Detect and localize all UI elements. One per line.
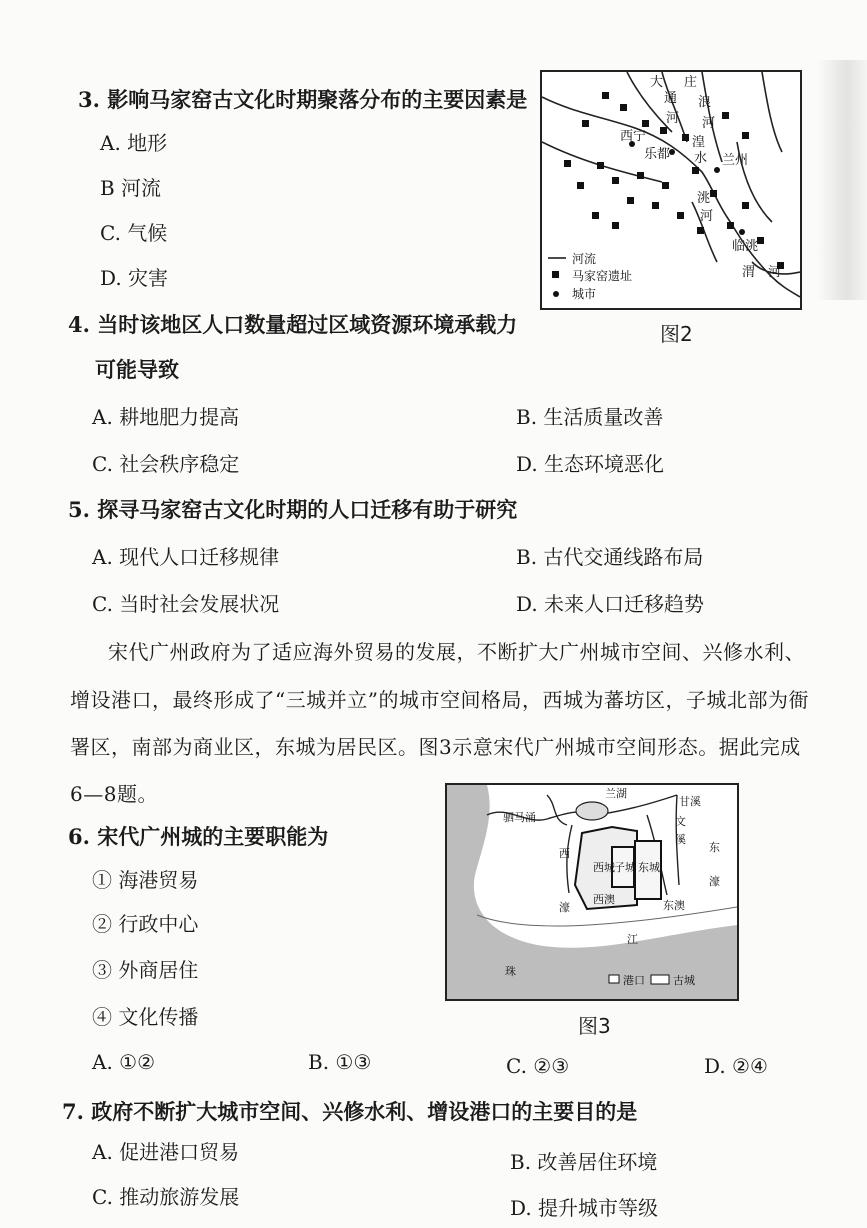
q5-option-d[interactable]: D. 未来人口迁移趋势 <box>516 592 705 616</box>
passage-line-1: 宋代广州政府为了适应海外贸易的发展，不断扩大广州城市空间、兴修水利、 <box>108 640 805 664</box>
map-legend <box>548 251 632 301</box>
legend-river: 河流 <box>572 252 597 266</box>
legend-city: 城市 <box>572 287 597 301</box>
q6-item-3: ③ 外商居住 <box>92 958 199 982</box>
figure-2-map <box>540 70 802 310</box>
q7-option-b[interactable]: B. 改善居住环境 <box>510 1150 658 1174</box>
figure-3-map <box>445 783 739 1001</box>
label-xicheng: 西城 <box>593 861 615 874</box>
passage-line-4: 6—8题。 <box>70 782 158 806</box>
label-wen: 文 <box>675 815 686 828</box>
label-jiang: 江 <box>627 933 638 946</box>
q5-stem: 5. 探寻马家窑古文化时期的人口迁移有助于研究 <box>68 497 518 522</box>
label-west: 西 <box>559 847 570 860</box>
q6-option-d[interactable]: D. ②④ <box>704 1054 768 1078</box>
label-hao-west: 濠 <box>559 901 570 914</box>
q4-option-b[interactable]: B. 生活质量改善 <box>516 405 664 429</box>
q5-option-c[interactable]: C. 当时社会发展状况 <box>92 592 280 616</box>
label-river-2: 庄 <box>684 75 698 90</box>
q3-option-d[interactable]: D. 灾害 <box>100 266 169 290</box>
q3-option-a[interactable]: A. 地形 <box>100 131 168 155</box>
q6-stem: 6. 宋代广州城的主要职能为 <box>68 824 329 849</box>
q3-stem: 3. 影响马家窑古文化时期聚落分布的主要因素是 <box>78 87 528 112</box>
q6-option-b[interactable]: B. ①③ <box>308 1050 372 1074</box>
q4-option-c[interactable]: C. 社会秩序稳定 <box>92 452 240 476</box>
label-xi: 溪 <box>675 833 686 846</box>
legend-site: 马家窑遗址 <box>572 269 633 283</box>
label-river-1: 大 <box>650 75 664 90</box>
label-simachong: 驷马涌 <box>503 811 536 824</box>
scan-shadow <box>817 60 867 300</box>
q6-item-4: ④ 文化传播 <box>92 1005 199 1029</box>
label-zhu: 珠 <box>505 965 516 978</box>
q4-option-d[interactable]: D. 生态环境恶化 <box>516 452 665 476</box>
label-xiao: 西澳 <box>593 893 615 906</box>
label-river-12: 河 <box>768 265 782 280</box>
label-dongao: 东澳 <box>663 899 685 912</box>
q5-option-a[interactable]: A. 现代人口迁移规律 <box>92 545 280 569</box>
label-city-xining: 西宁 <box>620 129 647 144</box>
legend-old-city: 古城 <box>673 974 695 987</box>
label-dongcheng: 东城 <box>638 861 660 874</box>
label-river-5: 河 <box>666 111 680 126</box>
q7-option-a[interactable]: A. 促进港口贸易 <box>92 1140 240 1164</box>
figure-3-map-drawing <box>447 785 737 999</box>
label-east: 东 <box>709 841 720 854</box>
q6-option-a[interactable]: A. ①② <box>92 1050 156 1074</box>
q4-stem-continued: 可能导致 <box>95 357 179 382</box>
q4-stem: 4. 当时该地区人口数量超过区域资源环境承载力 <box>68 312 518 337</box>
q3-option-b[interactable]: B 河流 <box>100 176 162 200</box>
q6-item-1: ① 海港贸易 <box>92 868 199 892</box>
passage-line-3: 署区，南部为商业区，东城为居民区。图3示意宋代广州城市空间形态。据此完成 <box>70 735 801 759</box>
label-river-4: 浪 <box>698 95 712 110</box>
q7-stem: 7. 政府不断扩大城市空间、兴修水利、增设港口的主要目的是 <box>62 1099 638 1124</box>
q6-option-c[interactable]: C. ②③ <box>506 1054 570 1078</box>
figure-2-map-drawing <box>542 72 800 308</box>
label-lanhu: 兰湖 <box>605 787 627 800</box>
label-zicheng: 子城 <box>614 861 636 874</box>
passage-line-2: 增设港口，最终形成了“三城并立”的城市空间格局，西城为蕃坊区，子城北部为衙 <box>70 688 809 712</box>
legend-port: 港口 <box>623 974 645 987</box>
label-hao-east: 濠 <box>709 875 720 888</box>
figure-2-caption: 图2 <box>660 322 693 346</box>
label-river-9: 洮 <box>697 191 711 206</box>
label-river-6: 湟 <box>692 135 706 150</box>
label-river-7: 水 <box>694 151 708 166</box>
q7-option-c[interactable]: C. 推动旅游发展 <box>92 1185 240 1209</box>
label-river-11: 渭 <box>742 265 756 280</box>
figure-3-caption: 图3 <box>578 1014 611 1038</box>
q6-item-2: ② 行政中心 <box>92 912 199 936</box>
label-river-3: 通 <box>664 91 678 106</box>
label-river-10: 河 <box>700 209 714 224</box>
label-ganxi: 甘溪 <box>679 795 701 808</box>
label-city-lanzhou: 兰州 <box>722 153 749 168</box>
label-city-lintao: 临洮 <box>732 239 759 254</box>
label-city-ledu: 乐都 <box>644 147 671 162</box>
q5-option-b[interactable]: B. 古代交通线路布局 <box>516 545 704 569</box>
q3-option-c[interactable]: C. 气候 <box>100 221 168 245</box>
label-river-8: 河 <box>702 116 716 131</box>
q4-option-a[interactable]: A. 耕地肥力提高 <box>92 405 240 429</box>
q7-option-d[interactable]: D. 提升城市等级 <box>510 1196 659 1220</box>
